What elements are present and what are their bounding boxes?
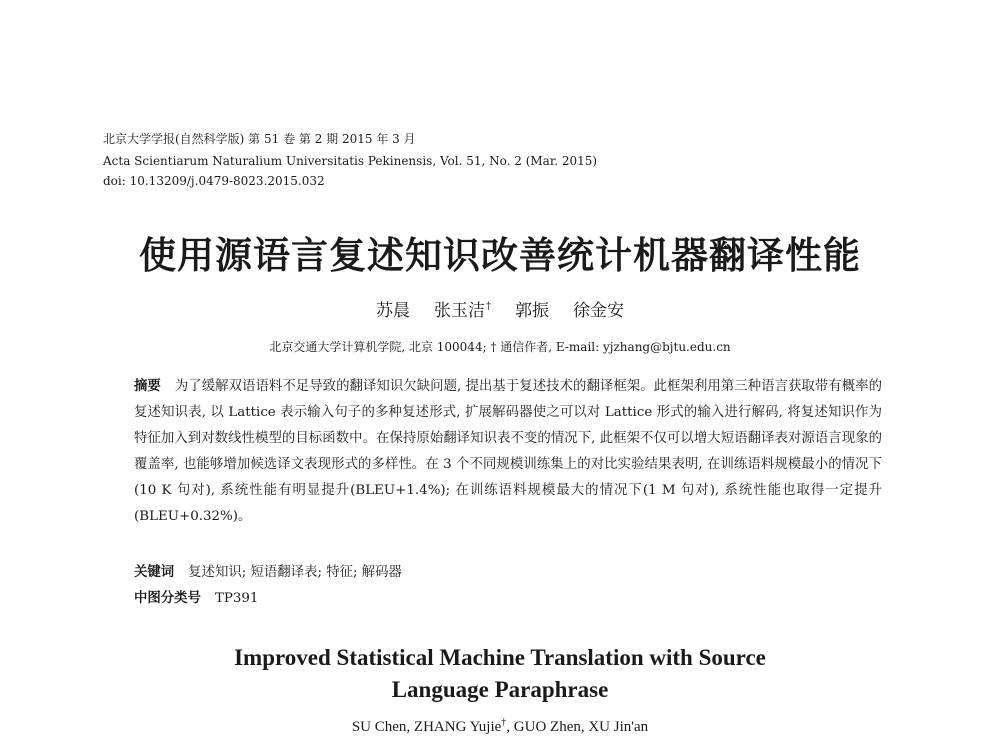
abstract-text: 为了缓解双语语料不足导致的翻译知识欠缺问题, 提出基于复述技术的翻译框架。此框架利用第三种语言获取带有概率的复述知识表, 以 Lattice 表示输入句子的多种复述形式, 扩展解码器使之可以对 Lattice 形式的输入进行解码, 将复述知识作为特征加入到对数线性模型的目标函数中。在保持原始翻译知识表不变的情况下, 此框架不仅可以增大短语翻译表对源语言现象的覆盖率, 也能够增加候选译文表现形式的多样性。在 3 个不同规模训练集上的对比实验结果表明, 在训练语料规模最小的情况下(10 K 句对), 系统性能有明显提升(BLEU+1.4%); 在训练语料规模最大的情况下(1 M 句对), 系统性能也取得一定提升(BLEU+0.32%)。 — [134, 379, 882, 524]
corresponding-mark: † — [486, 301, 491, 312]
author-name: 张玉洁† — [434, 300, 491, 321]
affiliation: 北京交通大学计算机学院, 北京 100044; † 通信作者, E-mail: yjzhang@bjtu.edu.cn — [269, 340, 731, 354]
title-en-line: Improved Statistical Machine Translation with Source — [234, 645, 766, 670]
paper-title-en — [0, 642, 1000, 706]
author-name: 苏晨 — [376, 300, 410, 321]
classification-label: 中图分类号 — [134, 591, 201, 606]
keywords-label: 关键词 — [134, 565, 175, 580]
authors-en-part: SU Chen, ZHANG Yujie — [351, 719, 502, 735]
keywords — [134, 561, 402, 580]
abstract-label: 摘要 — [134, 379, 161, 394]
title-en-line: Language Paraphrase — [391, 677, 609, 702]
journal-header-cn: 北京大学学报(自然科学版) 第 51 卷 第 2 期 2015 年 3 月 — [103, 132, 416, 146]
keywords-text: 复述知识; 短语翻译表; 特征; 解码器 — [188, 565, 402, 580]
classification-text: TP391 — [214, 591, 259, 606]
authors-en — [0, 713, 1000, 737]
doi-line: doi: 10.13209/j.0479-8023.2015.032 — [103, 174, 325, 188]
journal-header-en: Acta Scientiarum Naturalium Universitatis Pekinensis, Vol. 51, No. 2 (Mar. 2015) — [103, 154, 598, 168]
author-name: 徐金安 — [573, 300, 624, 321]
classification — [134, 587, 258, 606]
paper-title-cn: 使用源语言复述知识改善统计机器翻译性能 — [139, 233, 861, 277]
abstract — [134, 374, 882, 530]
author-name: 郭振 — [515, 300, 549, 321]
corresponding-mark: † — [501, 717, 507, 728]
authors-cn — [0, 296, 1000, 322]
authors-en-part: , GUO Zhen, XU Jin'an — [506, 719, 649, 735]
